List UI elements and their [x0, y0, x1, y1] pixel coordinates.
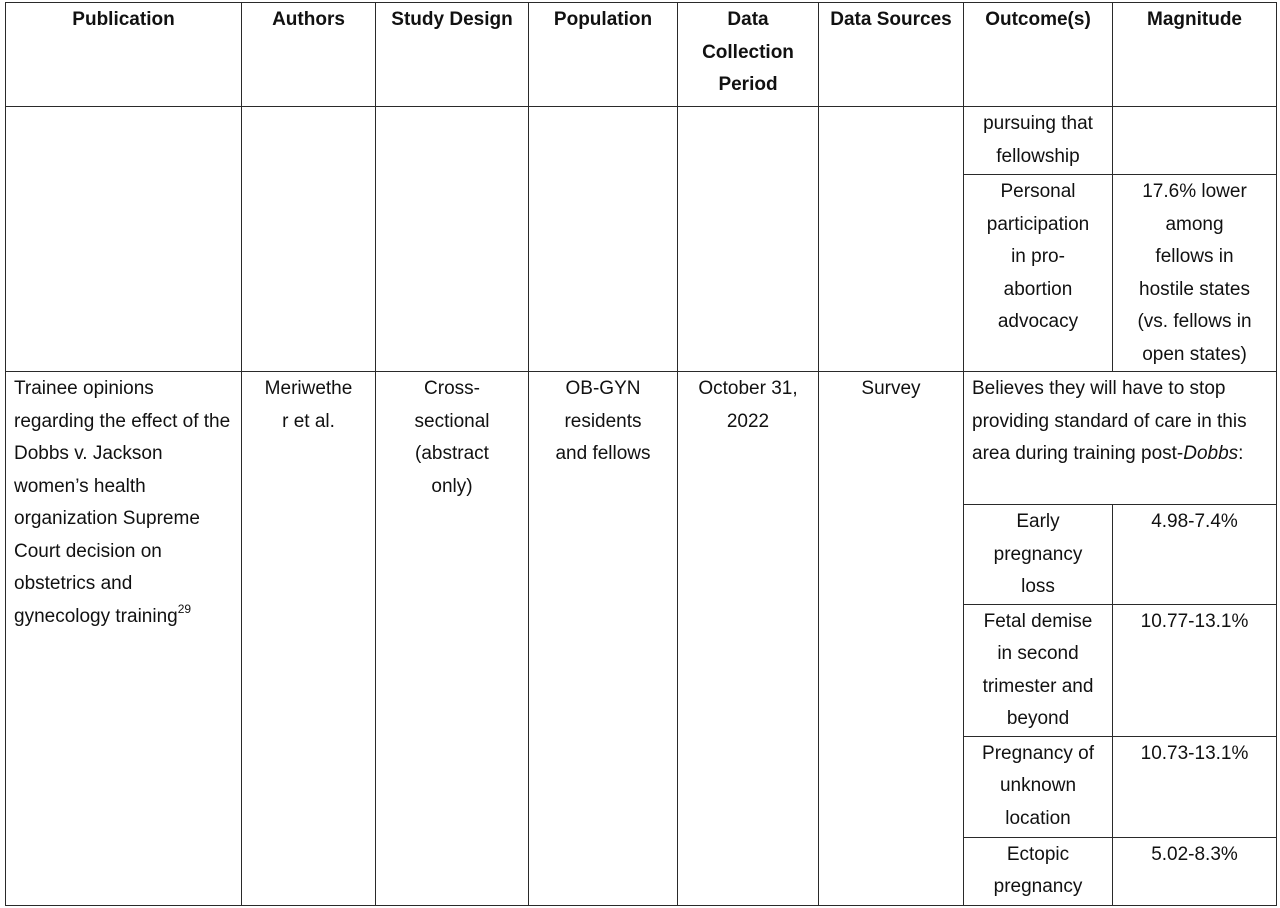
cont-period-cell [678, 107, 819, 372]
evidence-table-container [5, 2, 1276, 903]
outcome-intro-italic: Dobbs [1183, 443, 1239, 464]
cont-study-design-cell [376, 107, 529, 372]
study-outcome-intro-cell [964, 372, 1277, 505]
header-publication: Publication [6, 3, 242, 107]
cont-magnitude-tail [1113, 107, 1277, 175]
outcome-intro-text: Believes they will have to stop providing standard of care in this area during training post- [972, 378, 1247, 464]
sub-magnitude-cell: 5.02-8.3% [1113, 837, 1277, 905]
sub-outcome-cell: Fetal demise in second trimester and beyond [964, 604, 1113, 736]
study-population-cell: OB-GYN residents and fellows [529, 372, 678, 906]
header-row [6, 3, 1277, 107]
header-data-collection-period: Data Collection Period [678, 3, 819, 107]
header-data-sources: Data Sources [819, 3, 964, 107]
cont-authors-cell [242, 107, 376, 372]
study-publication-title: Trainee opinions regarding the effect of the Dobbs v. Jackson women’s health organization Supreme Court decision on obstetrics and gynecology training [14, 378, 231, 627]
sub-outcome-cell: Pregnancy of unknown location [964, 736, 1113, 837]
study-publication-ref: 29 [177, 601, 192, 616]
continued-row-top [6, 107, 1277, 175]
header-outcomes: Outcome(s) [964, 3, 1113, 107]
header-magnitude: Magnitude [1113, 3, 1277, 107]
header-authors: Authors [242, 3, 376, 107]
header-population: Population [529, 3, 678, 107]
study-design-cell: Cross- sectional (abstract only) [376, 372, 529, 906]
study-publication-cell [6, 372, 242, 906]
sub-magnitude-cell: 10.73-13.1% [1113, 736, 1277, 837]
study-row-top [6, 372, 1277, 505]
study-authors-cell: Meriwethe r et al. [242, 372, 376, 906]
cont-sub-outcome: Personal participation in pro- abortion advocacy [964, 175, 1113, 372]
cont-publication-cell [6, 107, 242, 372]
cont-population-cell [529, 107, 678, 372]
study-sources-cell: Survey [819, 372, 964, 906]
cont-outcome-tail: pursuing that fellowship [964, 107, 1113, 175]
header-study-design: Study Design [376, 3, 529, 107]
cont-sources-cell [819, 107, 964, 372]
cont-sub-magnitude: 17.6% lower among fellows in hostile states (vs. fellows in open states) [1113, 175, 1277, 372]
evidence-table [5, 2, 1277, 906]
sub-outcome-cell: Early pregnancy loss [964, 505, 1113, 605]
sub-magnitude-cell: 4.98-7.4% [1113, 505, 1277, 605]
sub-magnitude-cell: 10.77-13.1% [1113, 604, 1277, 736]
study-period-cell: October 31, 2022 [678, 372, 819, 906]
sub-outcome-cell: Ectopic pregnancy [964, 837, 1113, 905]
outcome-intro-end: : [1238, 443, 1244, 464]
